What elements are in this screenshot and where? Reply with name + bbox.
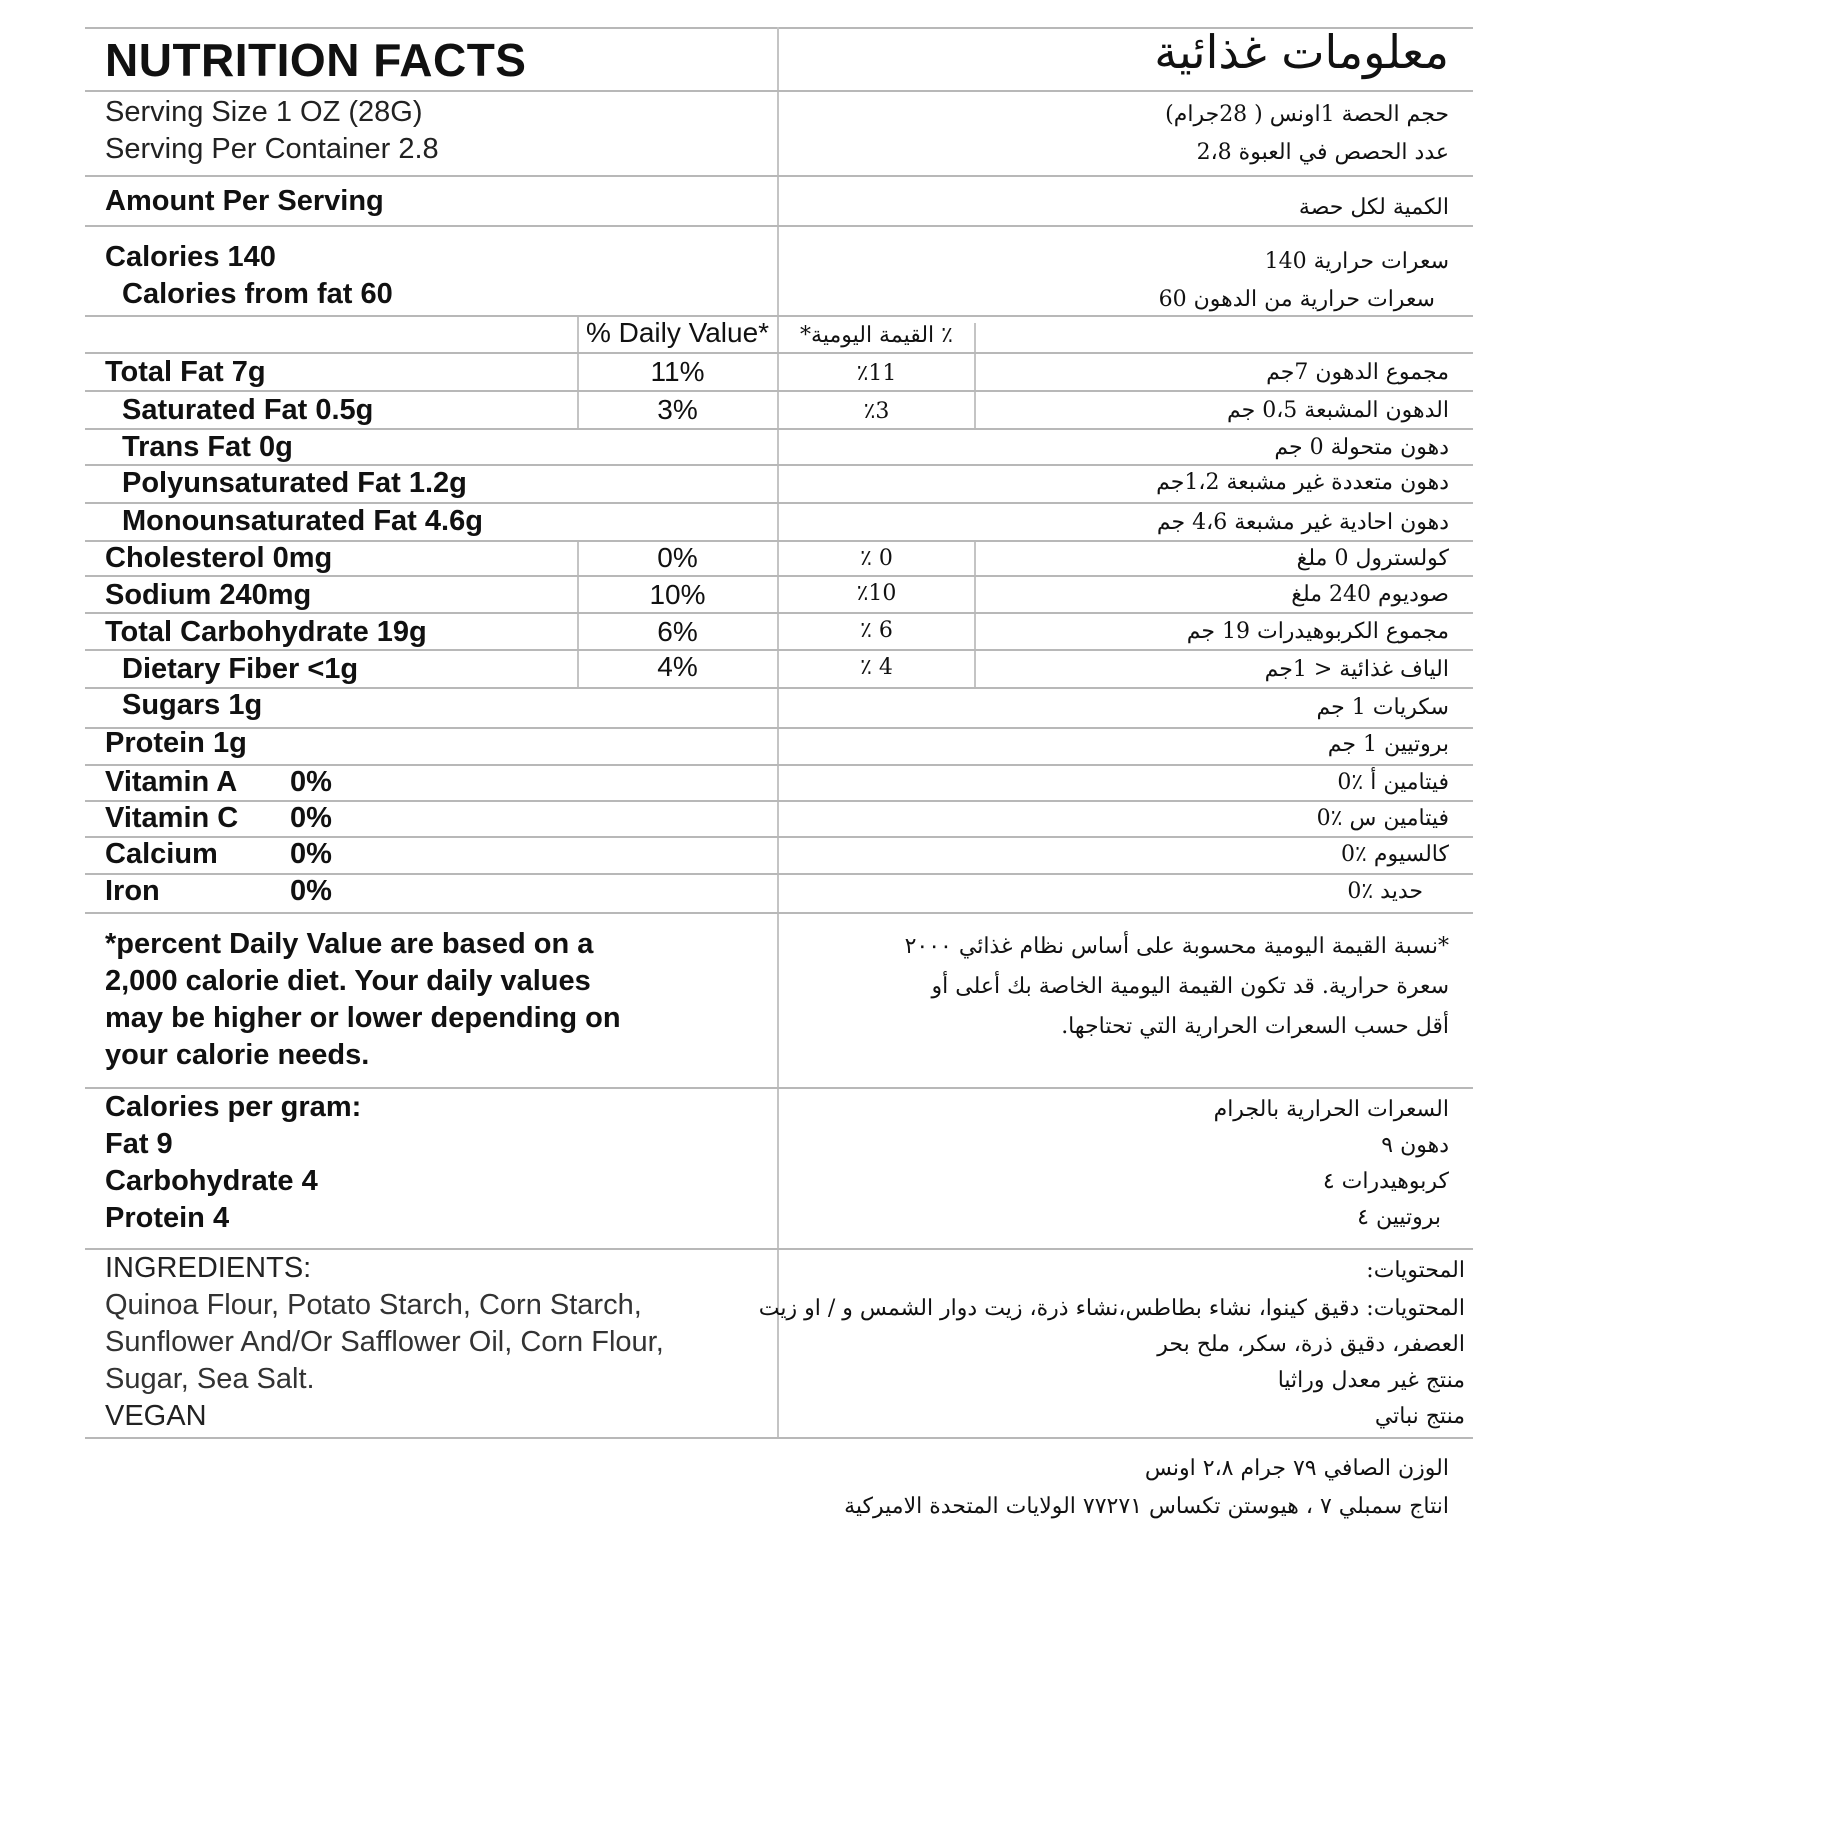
nutrient-dv-en: 6% bbox=[657, 616, 698, 647]
dv-divider-right bbox=[974, 354, 976, 392]
vitamin-row-a bbox=[85, 764, 1473, 800]
ingredients-line-3-ar: منتج غير معدل وراثيا bbox=[1277, 1368, 1465, 1393]
nutrient-row-sugars bbox=[85, 687, 1473, 727]
nutrient-row-sodium bbox=[85, 575, 1473, 612]
ingredients-line-3-en: Sugar, Sea Salt. bbox=[105, 1363, 315, 1395]
nutrient-dv-en: 0% bbox=[657, 542, 698, 573]
nutrient-ar: الدهون المشبعة 0،5 جم bbox=[1226, 398, 1449, 423]
footnote-en-line-2: 2,000 calorie diet. Your daily values bbox=[105, 965, 591, 997]
vitamin-ar: حديد ٪0 bbox=[1347, 879, 1423, 904]
dv-divider-right bbox=[974, 542, 976, 577]
dv-divider-left bbox=[577, 354, 579, 392]
calories-per-gram-row bbox=[85, 1087, 1473, 1248]
ingredients-heading-ar: المحتويات: bbox=[1366, 1258, 1465, 1283]
title-ar: معلومات غذائية bbox=[1154, 25, 1449, 79]
servings-per-container-ar: عدد الحصص في العبوة 2،8 bbox=[1196, 140, 1449, 165]
nutrient-dv-ar: ٪10 bbox=[856, 581, 897, 606]
cpg-heading-en: Calories per gram: bbox=[105, 1091, 362, 1123]
vitamin-name: Calcium bbox=[105, 838, 218, 870]
vitamin-ar: كالسيوم ٪0 bbox=[1341, 842, 1449, 867]
cpg-fat-ar: دهون ٩ bbox=[1381, 1133, 1449, 1158]
nutrient-dv-ar: ٪ 6 bbox=[860, 618, 893, 643]
nutrient-ar: مجموع الكربوهيدرات 19 جم bbox=[1186, 619, 1449, 644]
ingredients-line-4-ar: منتج نباتي bbox=[1374, 1404, 1465, 1429]
vitamin-value: 0% bbox=[290, 875, 332, 907]
nutrient-label: Dietary Fiber <1g bbox=[122, 653, 359, 685]
dv-divider-right bbox=[974, 323, 976, 354]
cpg-protein-en: Protein 4 bbox=[105, 1202, 230, 1234]
calories-row bbox=[85, 225, 1473, 315]
cpg-carb-en: Carbohydrate 4 bbox=[105, 1165, 318, 1197]
nutrient-ar: دهون احادية غير مشبعة 4،6 جم bbox=[1156, 510, 1449, 535]
ingredients-line-1-ar: المحتويات: دقيق كينوا، نشاء بطاطس،نشاء ذرة، زيت دوار الشمس و / او زيت bbox=[758, 1296, 1465, 1321]
cpg-carb-ar: كربوهيدرات ٤ bbox=[1322, 1169, 1449, 1194]
nutrient-row-cholesterol bbox=[85, 540, 1473, 575]
vitamin-name: Vitamin C bbox=[105, 802, 239, 834]
nutrient-dv-ar: ٪3 bbox=[863, 399, 890, 424]
nutrient-label: Cholesterol 0mg bbox=[105, 542, 333, 574]
nutrient-label: Protein 1g bbox=[105, 727, 247, 759]
serving-size-ar: حجم الحصة 1اونس ( 28جرام) bbox=[1165, 102, 1449, 127]
vitamin-row-calcium bbox=[85, 836, 1473, 873]
cpg-fat-en: Fat 9 bbox=[105, 1128, 173, 1160]
nutrient-dv-en: 11% bbox=[650, 356, 705, 387]
calories-from-fat-ar: سعرات حرارية من الدهون 60 bbox=[1158, 287, 1435, 312]
calories-ar: سعرات حرارية 140 bbox=[1264, 249, 1449, 274]
footnote-ar-line-1: *نسبة القيمة اليومية محسوبة على أساس نظام غذائي ٢٠٠٠ bbox=[904, 934, 1449, 959]
footnote-en-line-3: may be higher or lower depending on bbox=[105, 1002, 621, 1034]
vitamin-value: 0% bbox=[290, 766, 332, 798]
nutrient-dv-en: 4% bbox=[657, 651, 698, 682]
nutrient-ar: دهون متحولة 0 جم bbox=[1274, 435, 1449, 460]
calories-en: Calories 140 bbox=[105, 241, 276, 273]
cpg-protein-ar: بروتيين ٤ bbox=[1357, 1205, 1441, 1230]
nutrient-label: Total Fat 7g bbox=[105, 356, 266, 388]
vitamin-ar: فيتامين س ٪0 bbox=[1316, 806, 1449, 831]
dv-divider-left bbox=[577, 614, 579, 651]
producer-ar: انتاج سمبلي ٧ ، هيوستن تكساس ٧٧٢٧١ الولايات المتحدة الاميركية bbox=[844, 1494, 1449, 1519]
footnote-row bbox=[85, 912, 1473, 1087]
nutrient-ar: صوديوم 240 ملغ bbox=[1291, 582, 1449, 607]
serving-row bbox=[85, 90, 1473, 175]
dv-divider-right bbox=[974, 614, 976, 651]
nutrient-dv-ar: ٪11 bbox=[856, 361, 897, 386]
nutrient-label: Trans Fat 0g bbox=[122, 431, 293, 463]
servings-per-container-en: Serving Per Container 2.8 bbox=[105, 133, 439, 165]
ingredients-heading-en: INGREDIENTS: bbox=[105, 1252, 312, 1284]
footnote-ar-line-3: أقل حسب السعرات الحرارية التي تحتاجها. bbox=[1061, 1014, 1449, 1039]
nutrient-ar: مجموع الدهون 7جم bbox=[1266, 360, 1449, 385]
vitamin-ar: فيتامين أ ٪0 bbox=[1337, 770, 1449, 795]
calories-from-fat-en: Calories from fat 60 bbox=[122, 278, 393, 310]
dv-divider-right bbox=[974, 392, 976, 430]
nutrient-row-total-carbohydrate bbox=[85, 612, 1473, 649]
dv-divider-left bbox=[577, 651, 579, 689]
nutrient-dv-ar: ٪ 4 bbox=[860, 655, 893, 680]
nutrient-row-dietary-fiber bbox=[85, 649, 1473, 687]
dv-divider-left bbox=[577, 542, 579, 577]
nutrient-ar: كولسترول 0 ملغ bbox=[1296, 546, 1449, 571]
dv-divider-left bbox=[577, 577, 579, 614]
title-row bbox=[85, 27, 1473, 90]
footnote-ar-line-2: سعرة حرارية. قد تكون القيمة اليومية الخاصة بك أعلى أو bbox=[931, 974, 1449, 999]
nutrient-row-total-fat bbox=[85, 352, 1473, 390]
nutrient-label: Sugars 1g bbox=[122, 689, 263, 721]
nutrient-ar: دهون متعددة غير مشبعة 1،2جم bbox=[1156, 470, 1449, 495]
nutrient-dv-ar: ٪ 0 bbox=[860, 546, 893, 571]
nutrient-label: Saturated Fat 0.5g bbox=[122, 394, 374, 426]
nutrient-label: Total Carbohydrate 19g bbox=[105, 616, 427, 648]
footnote-en-line-4: your calorie needs. bbox=[105, 1039, 370, 1071]
vitamin-name: Vitamin A bbox=[105, 766, 238, 798]
amount-per-serving-en: Amount Per Serving bbox=[105, 185, 384, 217]
dv-divider-right bbox=[974, 577, 976, 614]
footnote-en-line-1: *percent Daily Value are based on a bbox=[105, 928, 594, 960]
serving-size-en: Serving Size 1 OZ (28G) bbox=[105, 96, 423, 128]
ingredients-line-2-en: Sunflower And/Or Safflower Oil, Corn Flour, bbox=[105, 1326, 664, 1358]
nutrient-ar: الياف غذائية < 1جم bbox=[1264, 657, 1449, 682]
nutrient-ar: بروتيين 1 جم bbox=[1327, 732, 1449, 757]
ingredients-vegan-en: VEGAN bbox=[105, 1400, 207, 1432]
daily-value-header-row bbox=[85, 315, 1473, 352]
nutrient-label: Polyunsaturated Fat 1.2g bbox=[122, 467, 467, 499]
net-weight-ar: الوزن الصافي ٧٩ جرام ٢،٨ اونس bbox=[1144, 1456, 1449, 1481]
dv-divider-right bbox=[974, 651, 976, 689]
amount-row bbox=[85, 175, 1473, 225]
nutrient-label: Sodium 240mg bbox=[105, 579, 312, 611]
amount-per-serving-ar: الكمية لكل حصة bbox=[1298, 195, 1449, 220]
nutrient-dv-en: 3% bbox=[657, 394, 698, 425]
dv-divider-left bbox=[577, 392, 579, 430]
daily-value-header-en: % Daily Value* bbox=[585, 317, 770, 348]
title-en: NUTRITION FACTS bbox=[105, 34, 527, 86]
daily-value-header-ar: ٪ القيمة اليومية* bbox=[800, 323, 953, 348]
vitamin-row-iron bbox=[85, 873, 1473, 912]
dv-divider-left bbox=[577, 317, 579, 354]
nutrient-ar: سكريات 1 جم bbox=[1316, 695, 1449, 720]
vitamin-row-c bbox=[85, 800, 1473, 836]
nutrient-label: Monounsaturated Fat 4.6g bbox=[122, 505, 483, 537]
ingredients-line-1-en: Quinoa Flour, Potato Starch, Corn Starch, bbox=[105, 1289, 642, 1321]
nutrient-row-monounsaturated-fat bbox=[85, 502, 1473, 540]
nutrient-row-polyunsaturated-fat bbox=[85, 464, 1473, 502]
vitamin-value: 0% bbox=[290, 838, 332, 870]
vitamin-value: 0% bbox=[290, 802, 332, 834]
nutrient-row-saturated-fat bbox=[85, 390, 1473, 428]
nutrient-row-trans-fat bbox=[85, 428, 1473, 464]
nutrient-row-protein bbox=[85, 727, 1473, 764]
vitamin-name: Iron bbox=[105, 875, 160, 907]
nutrient-dv-en: 10% bbox=[649, 579, 706, 610]
cpg-heading-ar: السعرات الحرارية بالجرام bbox=[1213, 1097, 1449, 1122]
ingredients-line-2-ar: العصفر، دقيق ذرة، سكر، ملح بحر bbox=[1157, 1332, 1465, 1357]
ingredients-row bbox=[85, 1248, 1473, 1439]
